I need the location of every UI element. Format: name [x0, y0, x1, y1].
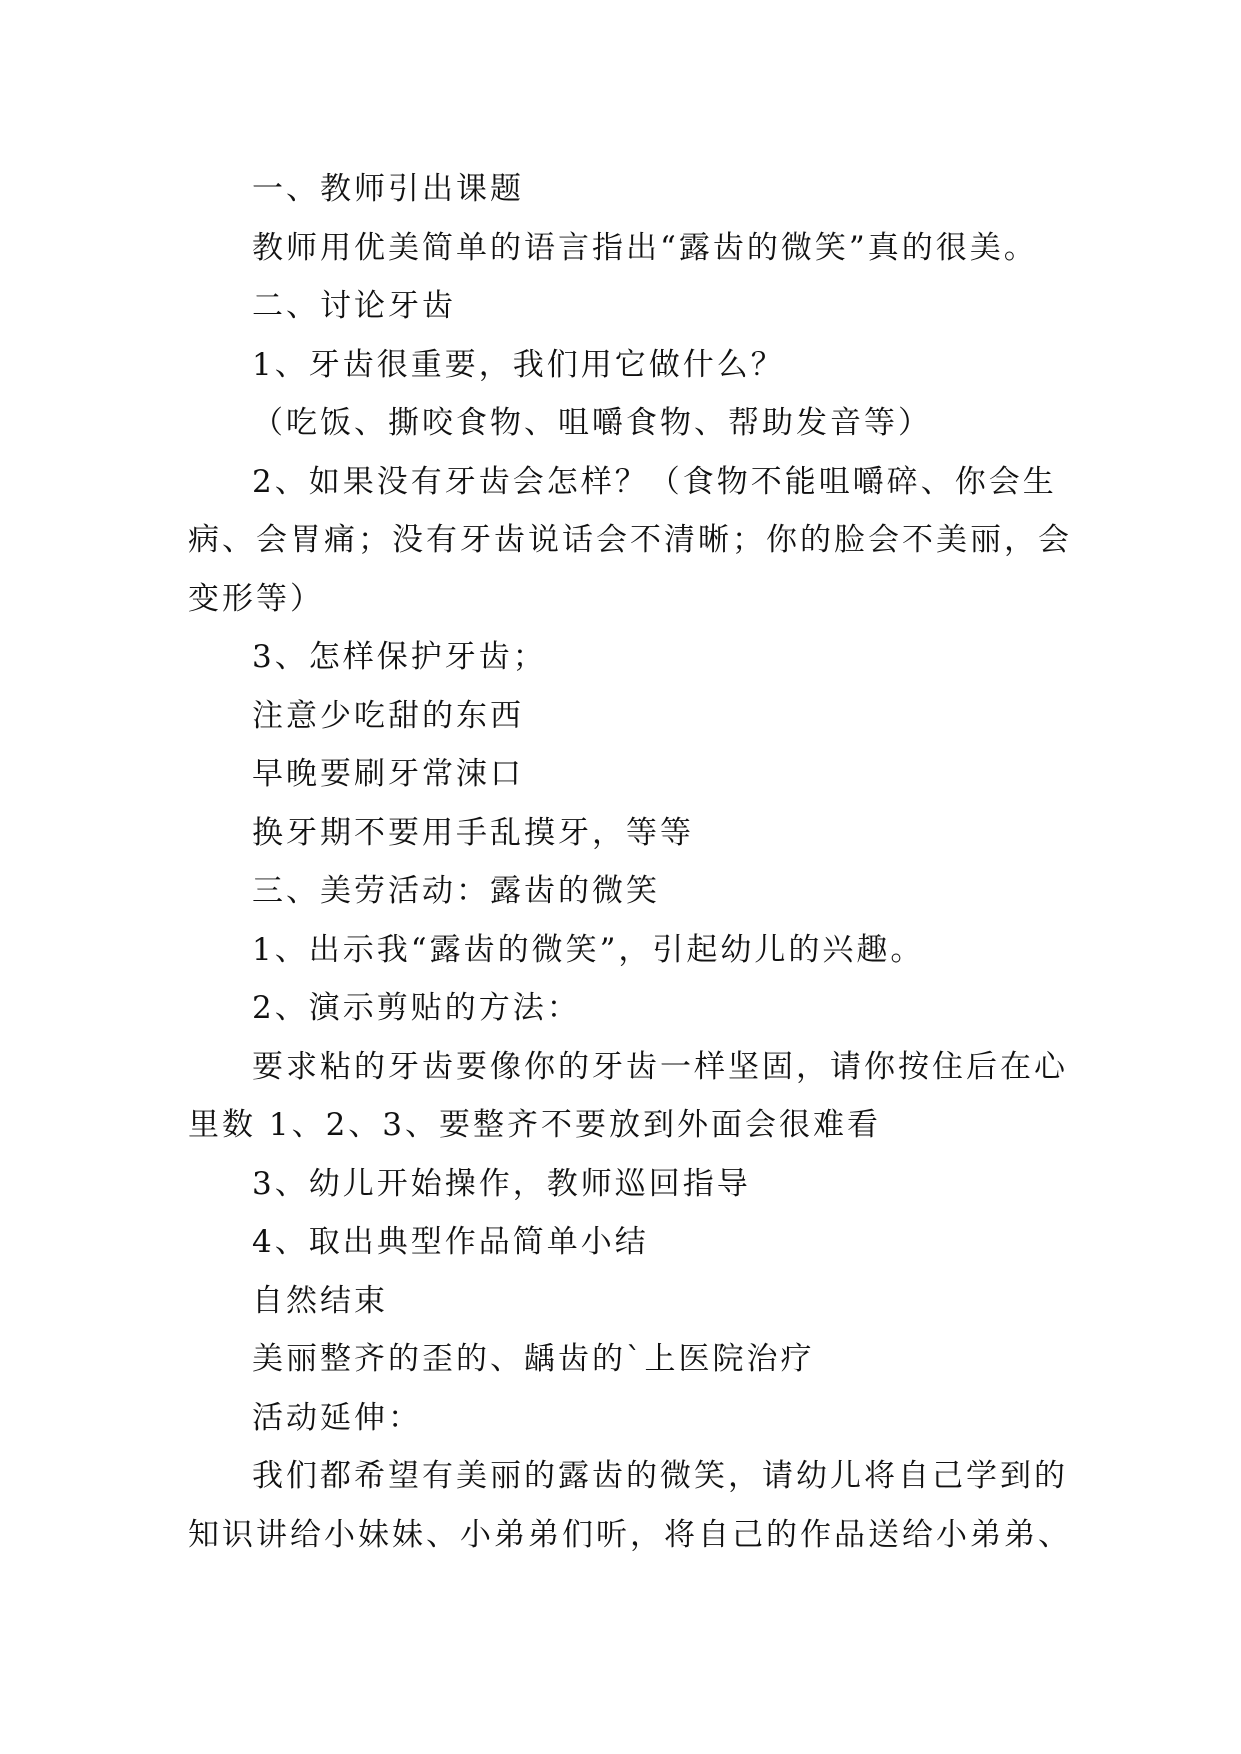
paragraph-line: 注意少吃甜的东西 — [252, 697, 524, 734]
list-item: 3、幼儿开始操作，教师巡回指导 — [252, 1165, 751, 1202]
list-item: 3、怎样保护牙齿； — [252, 639, 547, 675]
section-heading: 二、讨论牙齿 — [252, 288, 456, 324]
paragraph-line: （吃饭、撕咬食物、咀嚼食物、帮助发音等） — [252, 405, 932, 441]
document-body — [188, 160, 1072, 1564]
paragraph-line: 自然结束 — [252, 1282, 388, 1319]
paragraph-line: 知识讲给小妹妹、小弟弟们听，将自己的作品送给小弟弟、 — [188, 1516, 1072, 1553]
section-heading: 一、教师引出课题 — [252, 171, 524, 207]
paragraph-line: 教师用优美简单的语言指出“露齿的微笑”真的很美。 — [252, 229, 1038, 266]
paragraph-line: 换牙期不要用手乱摸牙，等等 — [252, 814, 694, 851]
paragraph-line: 美丽整齐的歪的、龋齿的`上医院治疗 — [252, 1341, 815, 1377]
paragraph-line: 早晚要刷牙常涑口 — [252, 756, 524, 792]
paragraph-line: 我们都希望有美丽的露齿的微笑，请幼儿将自己学到的 — [252, 1458, 1068, 1494]
list-item: 4、取出典型作品简单小结 — [252, 1224, 649, 1260]
paragraph-line: 要求粘的牙齿要像你的牙齿一样坚固，请你按住后在心 — [252, 1048, 1068, 1085]
section-heading: 活动延伸： — [252, 1399, 422, 1436]
paragraph-line: 病、会胃痛；没有牙齿说话会不清晰；你的脸会不美丽，会 — [188, 522, 1072, 558]
paragraph-line: 变形等） — [188, 580, 324, 617]
list-item: 2、演示剪贴的方法： — [252, 990, 581, 1026]
section-heading: 三、美劳活动：露齿的微笑 — [252, 873, 660, 909]
list-item: 1、出示我“露齿的微笑”，引起幼儿的兴趣。 — [252, 931, 925, 968]
list-item: 2、如果没有牙齿会怎样？（食物不能咀嚼碎、你会生 — [252, 463, 1057, 500]
list-item: 1、牙齿很重要，我们用它做什么？ — [252, 346, 785, 383]
paragraph-line: 里数 1、2、3、要整齐不要放到外面会很难看 — [188, 1107, 882, 1143]
